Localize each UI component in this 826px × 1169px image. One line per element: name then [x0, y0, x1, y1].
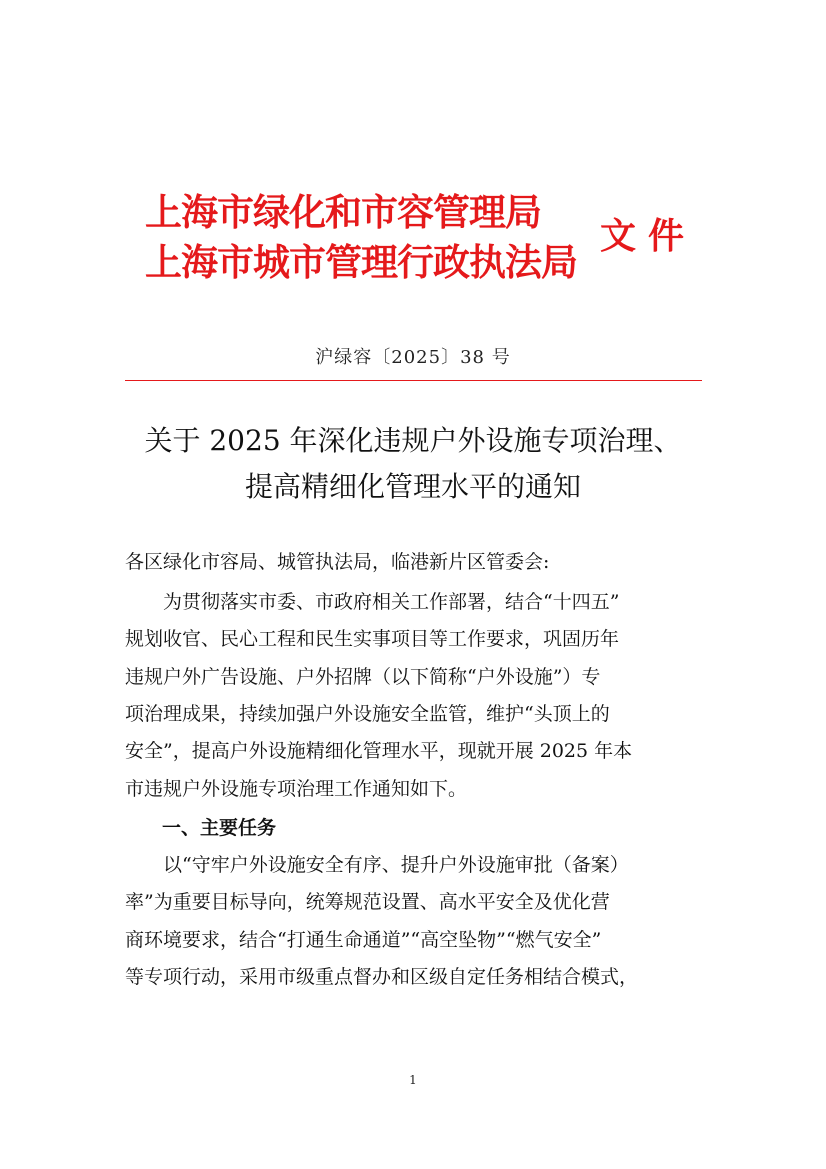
section-heading: 一、主要任务	[162, 817, 277, 839]
body-paragraph-line: 商环境要求，结合“打通生命通道”“高空坠物”“燃气安全”	[125, 929, 602, 951]
issuer-line-2: 上海市城市管理行政执法局	[145, 240, 577, 284]
addressee: 各区绿化市容局、城管执法局，临港新片区管委会:	[125, 551, 550, 573]
issuer-block	[145, 190, 705, 290]
body-paragraph-line: 以“守牢户外设施安全有序、提升户外设施审批（备案）	[125, 854, 629, 876]
document-title-line-1: 关于 2025 年深化违规户外设施专项治理、	[144, 424, 682, 457]
body-paragraph-line: 规划收官、民心工程和民生实事项目等工作要求，巩固历年	[125, 628, 620, 650]
issuer-line-1: 上海市绿化和市容管理局	[145, 190, 541, 234]
body-paragraph-line: 项治理成果，持续加强户外设施安全监管，维护“头顶上的	[125, 703, 610, 725]
page-number: 1	[409, 1073, 417, 1087]
body-paragraph-line: 市违规户外设施专项治理工作通知如下。	[125, 778, 468, 800]
document-word: 文件	[600, 215, 697, 257]
header-divider	[125, 380, 702, 381]
document-title-line-2: 提高精细化管理水平的通知	[244, 470, 581, 503]
document-number: 沪绿容〔2025〕38 号	[315, 347, 511, 368]
body-paragraph-line: 率”为重要目标导向，统筹规范设置、高水平安全及优化营	[125, 891, 610, 913]
body-paragraph-line: 为贯彻落实市委、市政府相关工作部署，结合“十四五”	[125, 591, 620, 613]
body-paragraph-line: 违规户外广告设施、户外招牌（以下简称“户外设施”）专	[125, 666, 601, 688]
body-paragraph-line: 安全”，提高户外设施精细化管理水平，现就开展 2025 年本	[125, 740, 633, 762]
body-paragraph-line: 等专项行动，采用市级重点督办和区级自定任务相结合模式，	[125, 966, 639, 988]
